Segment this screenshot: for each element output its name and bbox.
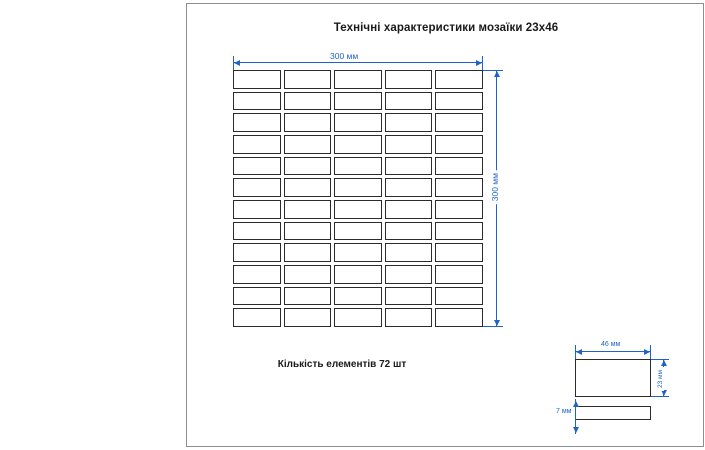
mosaic-tile: [435, 70, 483, 89]
mosaic-tile: [233, 70, 281, 89]
mosaic-tile: [385, 113, 433, 132]
arrow-left-icon: [234, 60, 240, 66]
arrow-right-icon: [476, 60, 482, 66]
mosaic-tile: [284, 287, 332, 306]
mosaic-tile: [334, 308, 382, 327]
mosaic-tile: [284, 113, 332, 132]
mosaic-tile: [284, 222, 332, 241]
page-title: Технічні характеристики мозаїки 23x46: [333, 22, 559, 34]
mosaic-tile: [284, 178, 332, 197]
mosaic-tile: [334, 92, 382, 111]
mosaic-tile: [233, 287, 281, 306]
mosaic-tile: [385, 243, 433, 262]
mosaic-tile: [385, 178, 433, 197]
extension-line-detail-right: [650, 345, 651, 359]
mosaic-tile: [284, 157, 332, 176]
mosaic-tile: [435, 287, 483, 306]
dimension-label-width: 300 мм: [327, 51, 361, 61]
mosaic-tile: [233, 308, 281, 327]
arrow-left-icon: [576, 349, 582, 355]
arrow-up-icon: [494, 71, 500, 77]
mosaic-tile: [233, 92, 281, 111]
extension-line-detail-bottom: [651, 396, 669, 397]
mosaic-tile: [233, 222, 281, 241]
element-count-caption: Кількість елементів 72 шт: [277, 359, 407, 370]
dimension-label-height: 300 мм: [490, 170, 500, 204]
drawing-sheet: [186, 3, 704, 447]
mosaic-tile: [233, 157, 281, 176]
mosaic-tile: [435, 243, 483, 262]
mosaic-tile: [233, 135, 281, 154]
mosaic-tile: [435, 308, 483, 327]
mosaic-tile: [385, 265, 433, 284]
mosaic-tile: [284, 70, 332, 89]
mosaic-tile: [385, 157, 433, 176]
mosaic-tile: [435, 113, 483, 132]
mosaic-tile: [435, 178, 483, 197]
mosaic-tile: [284, 308, 332, 327]
element-face-view: [575, 359, 651, 397]
arrow-down-icon: [573, 427, 579, 433]
mosaic-tile: [233, 178, 281, 197]
dimension-label-thickness: 7 мм: [553, 408, 574, 415]
mosaic-tile: [334, 287, 382, 306]
mosaic-tile: [233, 113, 281, 132]
mosaic-tile: [385, 200, 433, 219]
mosaic-tile: [385, 308, 433, 327]
dimension-label-element-height: 23 мм: [657, 367, 664, 391]
mosaic-tile: [233, 243, 281, 262]
dimension-label-element-width: 46 мм: [598, 341, 623, 348]
mosaic-tile: [385, 135, 433, 154]
mosaic-tile: [385, 70, 433, 89]
mosaic-tile: [284, 265, 332, 284]
mosaic-tile: [435, 135, 483, 154]
mosaic-tile: [284, 135, 332, 154]
mosaic-tile: [435, 200, 483, 219]
mosaic-tile: [334, 243, 382, 262]
mosaic-tile: [284, 200, 332, 219]
mosaic-tile: [334, 265, 382, 284]
mosaic-tile: [385, 222, 433, 241]
mosaic-tile: [435, 222, 483, 241]
mosaic-grid: [233, 70, 483, 327]
extension-line-top-right: [482, 56, 483, 70]
mosaic-tile: [284, 92, 332, 111]
mosaic-tile: [233, 200, 281, 219]
mosaic-tile: [334, 222, 382, 241]
arrow-up-icon: [661, 360, 667, 366]
mosaic-tile: [435, 92, 483, 111]
mosaic-tile: [385, 287, 433, 306]
extension-line-right-bottom: [483, 326, 503, 327]
dimension-line-element-width: [575, 351, 651, 352]
mosaic-tile: [435, 157, 483, 176]
arrow-right-icon: [644, 349, 650, 355]
mosaic-tile: [334, 70, 382, 89]
mosaic-tile: [334, 178, 382, 197]
mosaic-tile: [334, 157, 382, 176]
mosaic-tile: [435, 265, 483, 284]
mosaic-tile: [284, 243, 332, 262]
element-side-view: [575, 406, 651, 420]
arrow-down-icon: [494, 320, 500, 326]
mosaic-tile: [334, 135, 382, 154]
dimension-line-width: [233, 62, 483, 63]
mosaic-tile: [385, 92, 433, 111]
arrow-up-icon: [573, 401, 579, 407]
mosaic-tile: [233, 265, 281, 284]
mosaic-tile: [334, 113, 382, 132]
mosaic-tile: [334, 200, 382, 219]
